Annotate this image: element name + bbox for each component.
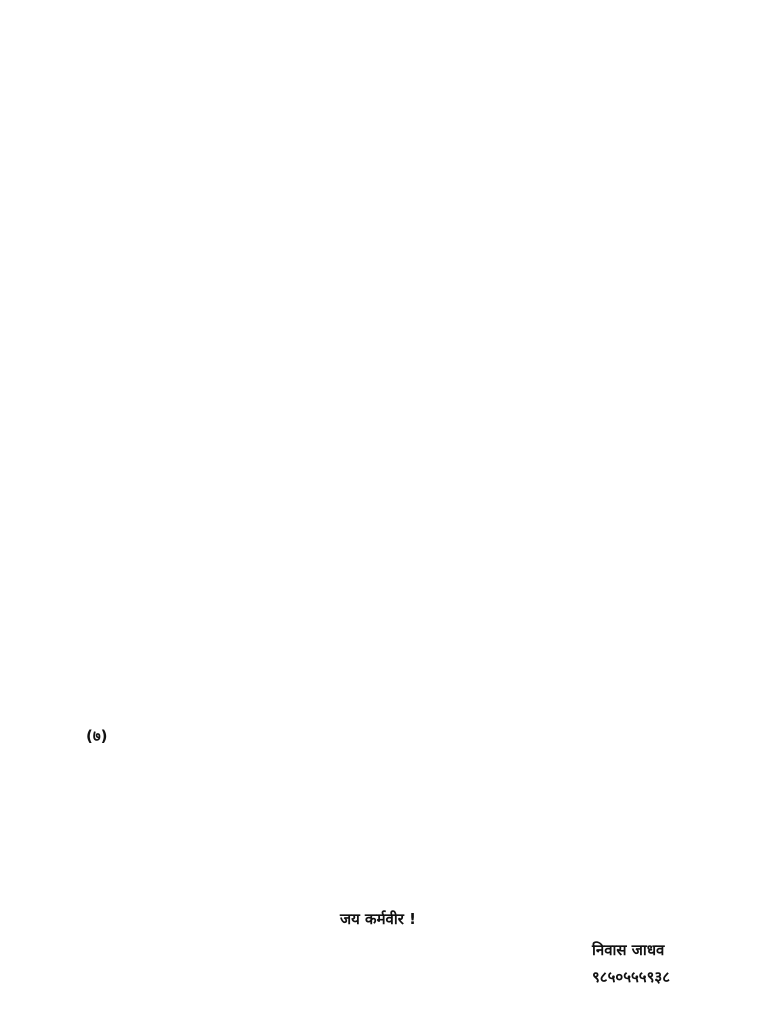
section-7-number: (७) <box>86 727 108 745</box>
intro-paragraph <box>128 30 708 104</box>
signature-name: निवास जाधव <box>592 941 665 959</box>
section-5-paragraph <box>128 322 708 450</box>
section-2-paragraph <box>128 110 708 186</box>
section-7-paragraph <box>128 722 708 878</box>
section-3-paragraph <box>128 186 708 242</box>
section-6-paragraph <box>128 452 708 714</box>
section-4-paragraph <box>128 242 708 322</box>
signature-phone: ९८५०५५५९३८ <box>592 968 671 986</box>
jay-karmaveer-line: जय कर्मवीर ! <box>340 910 416 928</box>
